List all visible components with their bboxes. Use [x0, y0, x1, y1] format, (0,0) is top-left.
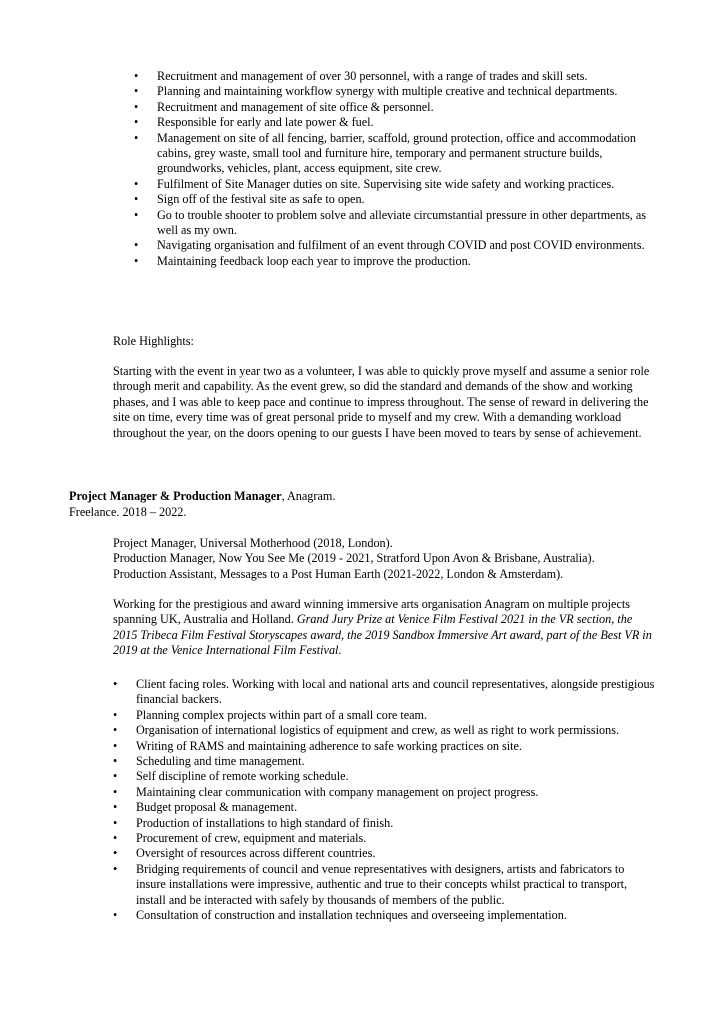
- bullet-icon: •: [113, 908, 118, 923]
- projects-list: [113, 536, 673, 582]
- list-item: • Writing of RAMS and maintaining adherence to safe working practices on site.: [113, 738, 523, 753]
- bullet-icon: •: [113, 831, 118, 846]
- list-item: • Navigating organisation and fulfilment of an event through COVID and post COVID environments.: [134, 238, 645, 253]
- list-item: • Budget proposal & management.: [113, 800, 298, 815]
- bullet-icon: •: [113, 769, 118, 784]
- list-item: • Recruitment and management of over 30 personnel, with a range of trades and skill sets.: [134, 69, 588, 83]
- bullet-icon: •: [113, 846, 118, 861]
- job-company: , Anagram.: [281, 489, 336, 503]
- list-item: • Client facing roles. Working with local and national arts and council representatives, alongside prestigious financial backers.: [113, 677, 655, 707]
- bullet-icon: •: [134, 238, 139, 253]
- bullet-icon: •: [134, 69, 139, 83]
- list-item: • Oversight of resources across different countries.: [113, 846, 376, 861]
- list-item: • Organisation of international logistics of equipment and crew, as well as right to work permissions.: [113, 723, 620, 738]
- bullet-icon: •: [134, 192, 139, 207]
- list-item: • Maintaining feedback loop each year to improve the production.: [134, 253, 471, 268]
- bullet-icon: •: [134, 115, 139, 130]
- bullet-icon: •: [134, 84, 139, 99]
- job-subline: Freelance. 2018 – 2022.: [69, 505, 187, 519]
- list-item: • Planning and maintaining workflow synergy with multiple creative and technical departments.: [134, 84, 618, 99]
- project-line: Project Manager, Universal Motherhood (2018, London).: [113, 536, 393, 550]
- list-item: • Management on site of all fencing, barrier, scaffold, ground protection, office and accommodation cabins, grey waste, small tool and furniture hire, temporary and permanent structure builds, groundworks, vehicles, plant, access equipment, site crew.: [134, 130, 636, 176]
- bullet-icon: •: [134, 130, 139, 145]
- bullet-icon: •: [113, 784, 118, 799]
- role-highlights-text: Starting with the event in year two as a volunteer, I was able to quickly prove myself and assume a senior role through merit and capability. As the event grew, so did the standard and demands of the show and working phases, and I was able to keep pace and continue to impress throughout. The sense of reward in delivering the site on time, every time was of great personal pride to myself and my crew. With a demanding workload throughout the year, on the doors opening to our guests I have been moved to tears by sense of achievement.: [113, 364, 650, 440]
- bullet-icon: •: [134, 99, 139, 114]
- job-title: Project Manager & Production Manager: [69, 489, 282, 503]
- project-line: Production Assistant, Messages to a Post Human Earth (2021-2022, London & Amsterdam).: [113, 566, 564, 581]
- job-description: Working for the prestigious and award winning immersive arts organisation Anagram on multiple projects spanning UK, Australia and Holland. Grand Jury Prize at Venice Film Festival 2021 in the VR section, the 2015 Tribeca Film Festival Storyscapes award, the 2019 Sandbox Immersive Art award, part of the Best VR in 2019 at the Venice International Film Festival.: [113, 597, 652, 658]
- list-item: • Bridging requirements of council and venue representatives with designers, artists and fabricators to insure installations were impressive, authentic and true to their concepts whilst practical to transport, install and be interacted with safely by thousands of members of the public.: [113, 861, 628, 907]
- list-item: • Self discipline of remote working schedule.: [113, 769, 349, 784]
- list-item: • Consultation of construction and installation techniques and overseeing implementation.: [113, 908, 567, 923]
- bullet-icon: •: [113, 754, 118, 769]
- bullet-icon: •: [113, 707, 118, 722]
- list-item: • Go to trouble shooter to problem solve and alleviate circumstantial pressure in other departments, as well as my own.: [134, 207, 647, 238]
- bullet-icon: •: [134, 207, 139, 222]
- list-item: • Scheduling and time management.: [113, 754, 305, 769]
- awards-text: Grand Jury Prize at Venice Film Festival 2021 in the VR section, the 2015 Tribeca Film Festival Storyscapes award, the 2019 Sandbox Immersive Art award, part of the Best VR in 2019 at the Venice International Film Festival: [113, 612, 652, 658]
- bullet-icon: •: [113, 738, 118, 753]
- list-item: • Responsible for early and late power & fuel.: [134, 115, 374, 130]
- role-highlights-heading: Role Highlights:: [113, 334, 194, 348]
- duties-list: [113, 677, 657, 924]
- bullet-icon: •: [113, 723, 118, 738]
- list-item: • Planning complex projects within part of a small core team.: [113, 707, 428, 722]
- responsibilities-list: [134, 69, 654, 269]
- bullet-icon: •: [134, 176, 139, 191]
- bullet-icon: •: [113, 800, 118, 815]
- bullet-icon: •: [113, 815, 118, 830]
- bullet-icon: •: [134, 253, 139, 268]
- bullet-icon: •: [113, 677, 118, 691]
- list-item: • Maintaining clear communication with company management on project progress.: [113, 784, 539, 799]
- project-line: Production Manager, Now You See Me (2019 - 2021, Stratford Upon Avon & Brisbane, Australia).: [113, 551, 595, 566]
- job-heading: [69, 489, 335, 504]
- list-item: • Recruitment and management of site office & personnel.: [134, 99, 434, 114]
- list-item: • Fulfilment of Site Manager duties on site. Supervising site wide safety and working practices.: [134, 176, 615, 191]
- list-item: • Sign off of the festival site as safe to open.: [134, 192, 365, 207]
- bullet-icon: •: [113, 861, 118, 876]
- list-item: • Procurement of crew, equipment and materials.: [113, 831, 367, 846]
- list-item: • Production of installations to high standard of finish.: [113, 815, 394, 830]
